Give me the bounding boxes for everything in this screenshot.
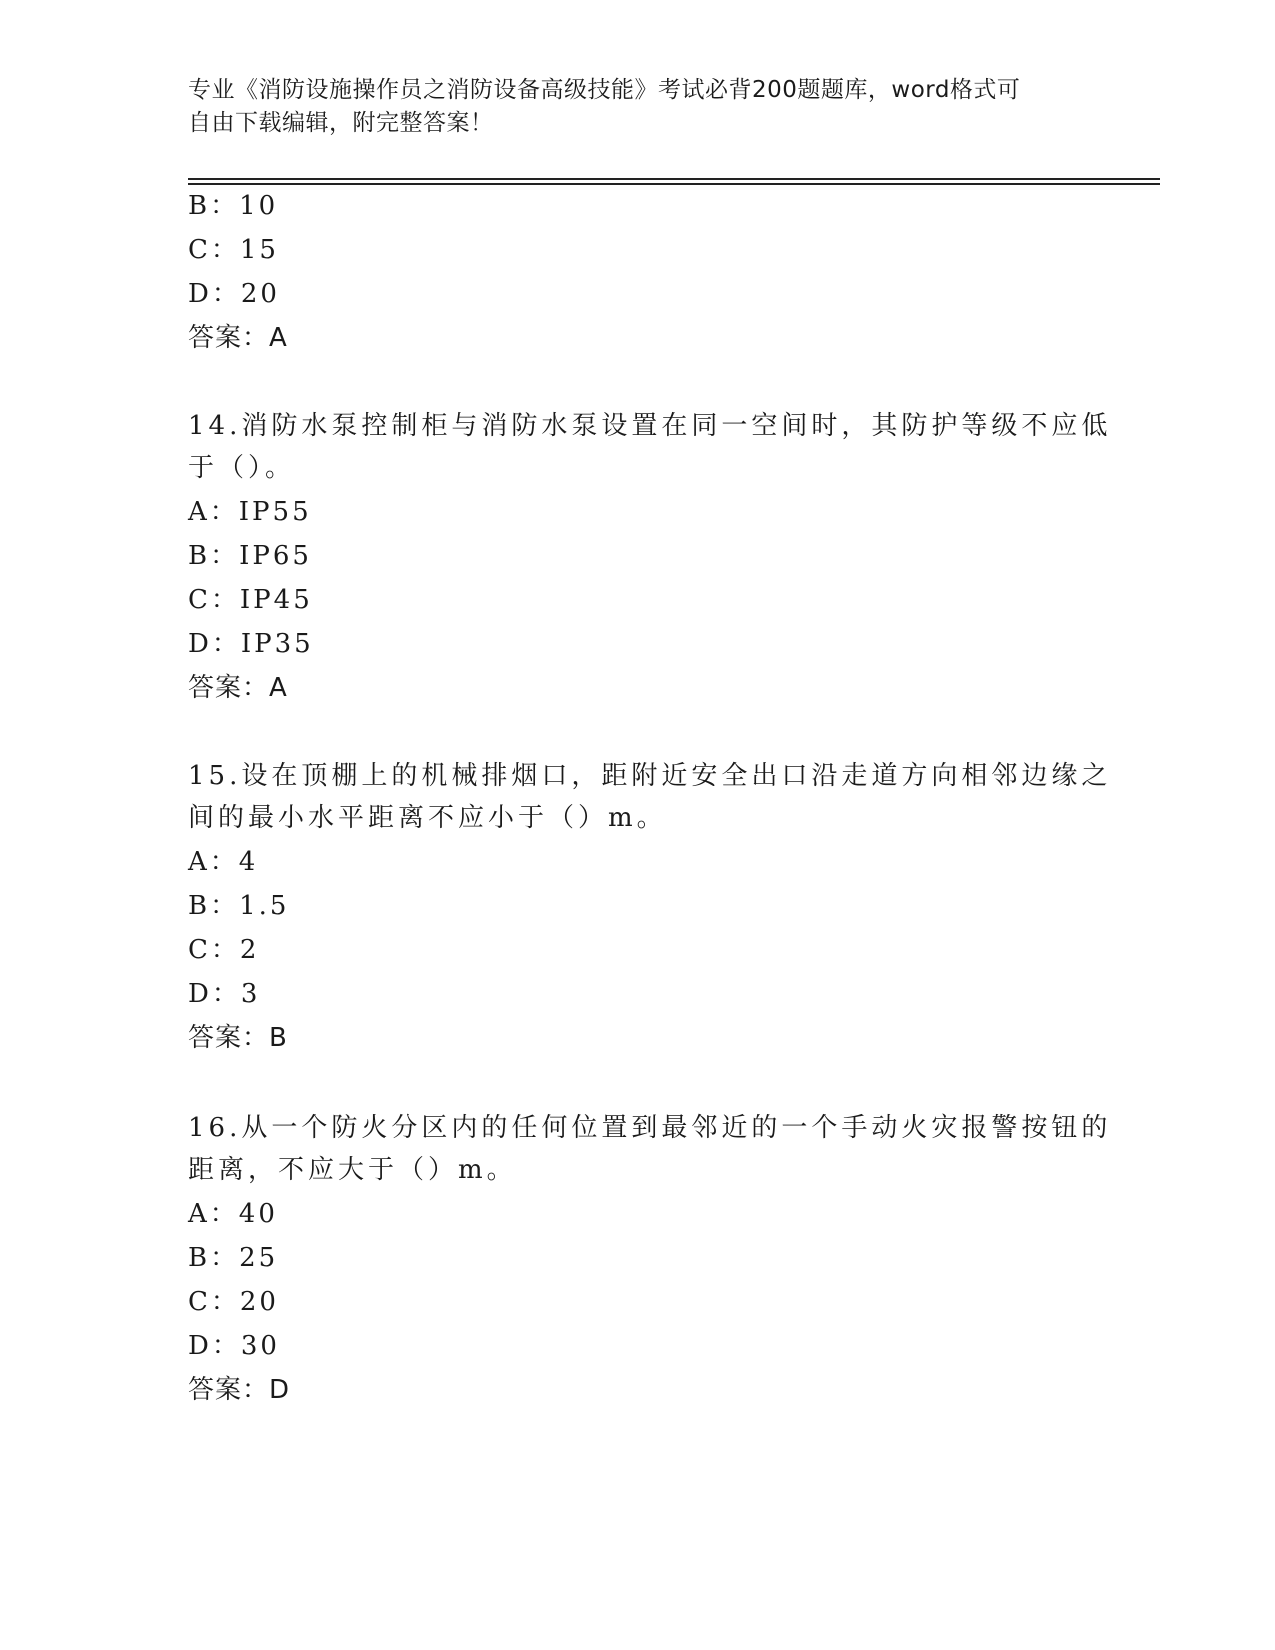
question-text: 14.消防水泵控制柜与消防水泵设置在同一空间时，其防护等级不应低 — [188, 411, 1112, 441]
header-line-2: 自由下载编辑，附完整答案！ — [188, 110, 494, 136]
option-d: D：IP35 — [188, 629, 314, 659]
option-b: B：10 — [188, 191, 279, 221]
option-d: D：20 — [188, 279, 280, 309]
option-c: C：15 — [188, 235, 279, 265]
question-text-cont: 于（）。 — [188, 453, 296, 483]
answer: 答案：A — [188, 673, 288, 703]
option-c: C：20 — [188, 1287, 279, 1317]
question-text-cont: 距离，不应大于（）m。 — [188, 1155, 517, 1185]
answer: 答案：A — [188, 323, 288, 353]
header-divider-bottom — [188, 183, 1160, 185]
option-c: C：IP45 — [188, 585, 313, 615]
option-c: C：2 — [188, 935, 260, 965]
option-a: A：IP55 — [188, 497, 312, 527]
question-text: 16.从一个防火分区内的任何位置到最邻近的一个手动火灾报警按钮的 — [188, 1113, 1112, 1143]
option-a: A：4 — [188, 847, 259, 877]
option-a: A：40 — [188, 1199, 278, 1229]
answer: 答案：B — [188, 1023, 288, 1053]
option-b: B：IP65 — [188, 541, 312, 571]
question-text: 15.设在顶棚上的机械排烟口，距附近安全出口沿走道方向相邻边缘之 — [188, 761, 1112, 791]
answer: 答案：D — [188, 1375, 291, 1405]
header-divider-top — [188, 178, 1160, 180]
option-d: D：3 — [188, 979, 261, 1009]
option-d: D：30 — [188, 1331, 280, 1361]
option-b: B：25 — [188, 1243, 279, 1273]
question-text-cont: 间的最小水平距离不应小于（）m。 — [188, 803, 667, 833]
page-header — [188, 74, 1088, 140]
header-line-1: 专业《消防设施操作员之消防设备高级技能》考试必背200题题库，word格式可 — [188, 77, 1021, 103]
option-b: B：1.5 — [188, 891, 290, 921]
